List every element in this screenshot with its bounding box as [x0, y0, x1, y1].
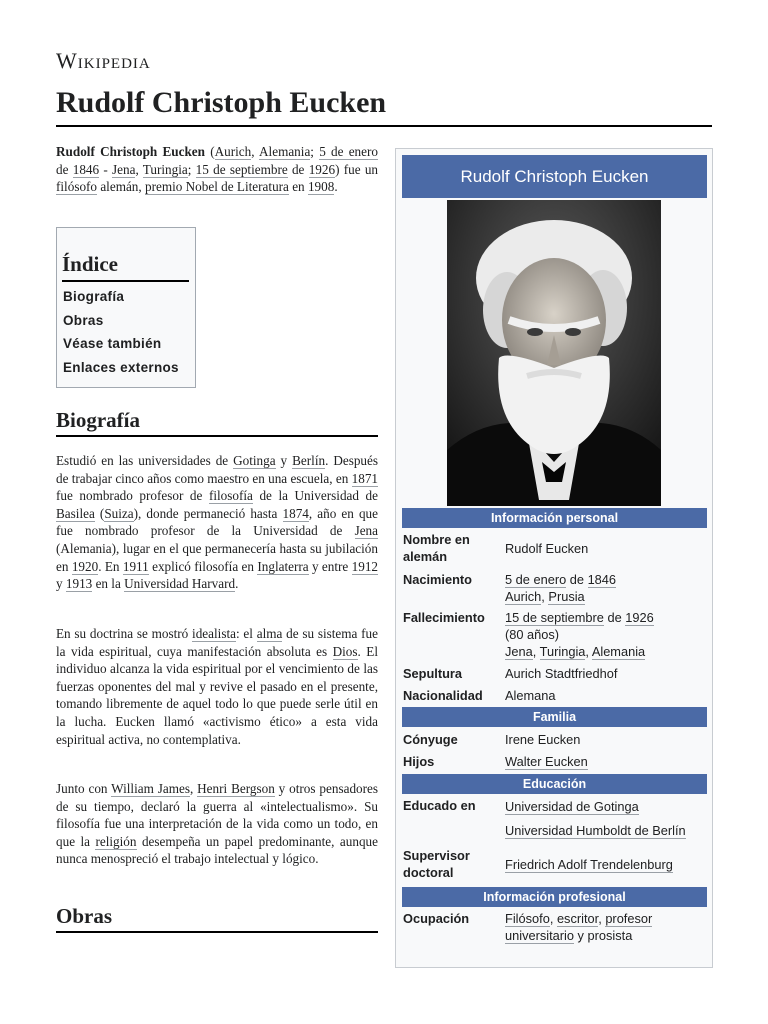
text-run: de su sistema fue la vida espiritual, cuya manifestación absoluta es [56, 626, 378, 659]
text-run: , [189, 781, 198, 796]
infobox-title: Rudolf Christoph Eucken [402, 155, 707, 198]
value-hijos [505, 753, 710, 770]
text-run: , [251, 144, 260, 159]
text-comma: , [598, 911, 606, 926]
text-comma: , [585, 644, 592, 659]
text-run: fue nombrado profesor de [56, 488, 209, 504]
value-sepultura: Aurich Stadtfriedhof [505, 666, 618, 681]
portrait-photo-graphic [447, 200, 661, 506]
toc-item-enlaces-externos[interactable]: Enlaces externos [63, 360, 179, 375]
text-de: de [566, 572, 588, 587]
text-run: En su doctrina se mostró [56, 626, 193, 641]
inline-link[interactable]: 1871 [351, 470, 378, 486]
inline-link[interactable]: 1912 [351, 558, 378, 574]
biografia-paragraph-2 [56, 625, 378, 748]
text-run: de [287, 161, 309, 177]
table-of-contents [56, 227, 196, 388]
inline-link[interactable]: religión [95, 833, 137, 849]
text-run: Junto con [56, 781, 112, 796]
section-title-biografia: Biografía [56, 408, 140, 432]
inline-link[interactable]: Gotinga [233, 453, 276, 468]
label-fallecimiento: Fallecimiento [403, 610, 485, 625]
inline-link[interactable]: Basilea [56, 505, 95, 521]
text-run: en la [92, 576, 125, 592]
link-hijos[interactable]: Walter Eucken [505, 754, 588, 769]
value-educado-2 [505, 822, 710, 839]
bold-term: Rudolf Christoph Eucken [56, 144, 205, 159]
value-nacimiento [505, 571, 710, 605]
link-death-region[interactable]: Turingia [539, 644, 586, 659]
toc-divider [62, 280, 189, 282]
wikipedia-logo[interactable]: Wikipedia [56, 48, 151, 73]
label-conyuge: Cónyuge [403, 732, 458, 747]
inline-link[interactable]: 1913 [65, 576, 93, 592]
text-run: . En [98, 558, 123, 574]
value-ocupacion [505, 910, 710, 944]
inline-link[interactable]: 1846 [72, 161, 100, 177]
label-ocupacion: Ocupación [403, 911, 470, 926]
title-divider [56, 125, 712, 127]
text-run: y [56, 576, 66, 592]
text-comma: , [532, 644, 540, 659]
text-run: : el [236, 626, 257, 641]
text-run: y entre [308, 558, 352, 574]
text-prosista: y prosista [574, 928, 633, 943]
inline-link[interactable]: 1920 [71, 558, 99, 574]
link-death-date[interactable]: 15 de septiembre [505, 610, 604, 625]
inline-link[interactable]: Berlín [292, 453, 326, 468]
label-nombre: Nombre en alemán [403, 532, 470, 564]
text-run: ) fue un [335, 161, 379, 177]
section-divider [56, 931, 378, 933]
link-profesor[interactable]: profesor universitario [505, 911, 653, 943]
text-run: . Después de trabajar cinco años como maestro en una escuela, en [56, 453, 379, 486]
toc-item-vease-tambien[interactable]: Véase también [63, 336, 162, 351]
inline-link[interactable]: filósofo [56, 179, 98, 195]
section-title-obras: Obras [56, 904, 113, 928]
text-run: (Alemania), lugar en el que permanecería hasta su jubilación en [56, 540, 378, 574]
inline-link[interactable]: Inglaterra [257, 558, 309, 574]
label-hijos: Hijos [403, 754, 435, 769]
link-university-humboldt[interactable]: Universidad Humboldt de Berlín [505, 823, 686, 838]
link-university-gotinga[interactable]: Universidad de Gotinga [505, 799, 639, 814]
text-run: y otros pensadores de su tiempo, declaró la guerra al «intelectualismo». Su filosofía fue una interpretación de la vida como un todo, en que la [56, 781, 379, 849]
label-supervisor: Supervisor doctoral [403, 848, 470, 880]
link-death-year[interactable]: 1926 [625, 610, 654, 625]
text-comma: , [541, 589, 549, 604]
infobox-section-personal: Información personal [402, 508, 707, 528]
inline-link[interactable]: Aurich [214, 144, 252, 159]
text-run: de la Universidad de [252, 488, 378, 504]
text-run: alemán, [97, 179, 145, 195]
text-run: ; [310, 144, 320, 159]
biografia-paragraph-3 [56, 780, 378, 868]
inline-link[interactable]: 1908 [307, 179, 335, 195]
inline-link[interactable]: Jena [354, 523, 378, 539]
link-filosofo[interactable]: Filósofo [505, 911, 550, 926]
infobox-section-profesional: Información profesional [402, 887, 707, 907]
death-age: (80 años) [505, 627, 560, 642]
biografia-paragraph-1 [56, 452, 378, 593]
infobox-section-familia: Familia [402, 707, 707, 727]
value-nacionalidad: Alemana [505, 688, 556, 703]
toc-item-obras[interactable]: Obras [63, 313, 104, 328]
text-run: , año en que fue nombrado profesor de la Universidad de [56, 505, 378, 539]
link-birth-region[interactable]: Prusia [548, 589, 585, 604]
intro-paragraph [56, 143, 378, 196]
toc-item-biografia[interactable]: Biografía [63, 289, 125, 304]
text-run: - [99, 161, 113, 177]
text-comma: , [549, 911, 557, 926]
text-run: desempeña un papel predominante, aunque nunca menospreció el trabajo intelectual y lógico. [56, 833, 378, 867]
inline-link[interactable]: Suiza [104, 505, 134, 521]
inline-link[interactable]: Alemania [259, 144, 311, 159]
label-educado: Educado en [403, 798, 476, 813]
text-run: de [56, 161, 73, 177]
text-de: de [603, 610, 626, 625]
label-nacimiento: Nacimiento [403, 572, 472, 587]
inline-link[interactable]: premio Nobel de Literatura [145, 179, 289, 195]
inline-link[interactable]: 1874 [282, 505, 309, 521]
inline-link[interactable]: 1911 [122, 558, 149, 574]
infobox [395, 148, 713, 968]
inline-link[interactable]: Henri Bergson [197, 781, 275, 796]
text-run: ( [94, 505, 105, 521]
inline-link[interactable]: 1926 [308, 161, 336, 177]
portrait-photo[interactable] [447, 200, 661, 506]
link-death-city[interactable]: Jena [505, 644, 533, 659]
text-run: explicó filosofía en [148, 558, 258, 574]
label-sepultura: Sepultura [403, 666, 463, 681]
text-run: Estudió en las universidades de [56, 453, 234, 468]
value-conyuge: Irene Eucken [505, 732, 581, 747]
text-run: . [334, 179, 338, 195]
text-run: ; [187, 161, 196, 177]
text-run: y [275, 453, 293, 468]
inline-link[interactable]: idealista [192, 626, 236, 641]
link-birth-year[interactable]: 1846 [587, 572, 617, 587]
page-title: Rudolf Christoph Eucken [56, 86, 387, 119]
inline-link[interactable]: filosofía [208, 488, 253, 504]
link-supervisor[interactable]: Friedrich Adolf Trendelenburg [505, 857, 673, 872]
inline-link[interactable]: alma [256, 626, 283, 641]
text-run: . El individuo alcanza la vida espiritual por el vencimiento de las fuerzas oponentes del mal y revive el pasado en el presente, tomando libremente de aquel todo lo que puede serle útil en la lucha. Eucken llamó «activismo ético» a esta vida espiritual activa, no contemplativa. [56, 643, 378, 747]
inline-link[interactable]: Jena [112, 161, 136, 177]
inline-link[interactable]: William James [111, 781, 190, 796]
label-nacionalidad: Nacionalidad [403, 688, 483, 703]
inline-link[interactable]: 15 de septiembre [195, 161, 288, 177]
inline-link[interactable]: Dios [332, 643, 358, 659]
inline-link[interactable]: Universidad Harvard [124, 576, 236, 592]
inline-link[interactable]: Turingia [142, 161, 188, 177]
text-run: , [135, 161, 143, 177]
value-educado-1 [505, 798, 710, 815]
text-run: ), donde permaneció hasta [133, 505, 283, 521]
value-supervisor [505, 856, 710, 873]
value-nombre: Rudolf Eucken [505, 541, 589, 556]
section-divider [56, 435, 378, 437]
text-run: . [235, 576, 239, 592]
toc-title: Índice [62, 252, 119, 276]
text-run: en [288, 179, 308, 195]
text-run: ( [204, 144, 215, 159]
link-escritor[interactable]: escritor [556, 911, 599, 926]
inline-link[interactable]: 5 de enero [319, 144, 378, 159]
infobox-section-educacion: Educación [402, 774, 707, 794]
value-fallecimiento [505, 609, 710, 660]
link-birth-city[interactable]: Aurich [505, 589, 542, 604]
link-death-country[interactable]: Alemania [591, 644, 646, 659]
link-birth-date[interactable]: 5 de enero [505, 572, 567, 587]
